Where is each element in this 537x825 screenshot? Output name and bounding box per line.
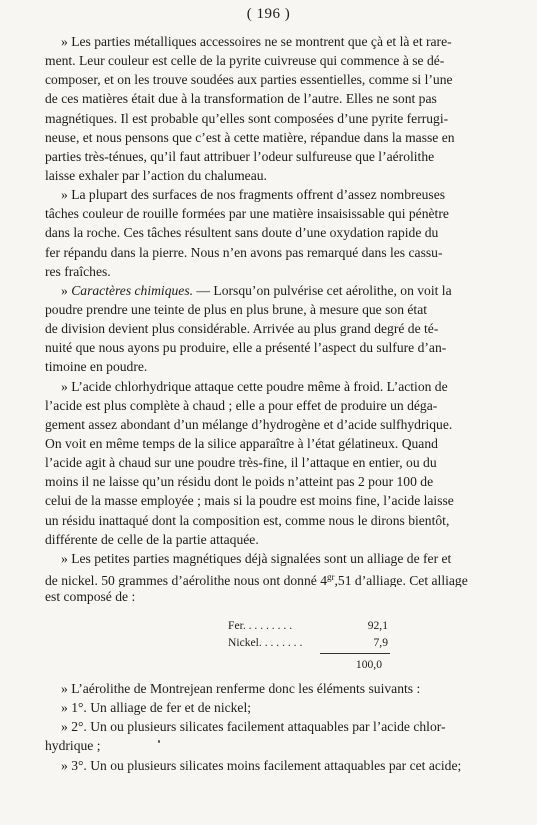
text-line: l’acide agit à chaud sur une poudre très-fine, il l’attaque en entier, ou du	[45, 455, 437, 471]
body-text-lower	[45, 679, 537, 775]
grams-abbrev: gr	[327, 571, 335, 582]
text-line: timoine en poudre.	[45, 359, 148, 375]
alloy-row-nickel	[228, 634, 390, 651]
alloy-value: 7,9	[373, 636, 388, 649]
text-line: gement assez abondant d’un mélange d’hydrogène et d’acide sulfhydrique.	[45, 416, 453, 432]
alloy-row-iron	[228, 617, 390, 634]
text-line: On voit en même temps de la silice apparaître à l’état gélatineux. Quand	[45, 435, 438, 451]
text-line: fer répandu dans la pierre. Nous n’en avons pas remarqué dans les cassu-	[45, 244, 443, 260]
text-line: nuité que nous ayons pu produire, elle a présenté l’aspect du sulfure d’an-	[45, 340, 447, 356]
text-line: ment. Leur couleur est celle de la pyrite cuivreuse qui commence à se dé-	[45, 53, 445, 69]
chem-rest: — Lorsqu’on pulvérise cet aérolithe, on voit la	[193, 282, 452, 298]
text-line: hydrique ;	[45, 738, 101, 754]
alloy-total: 100,0	[355, 658, 382, 671]
text-line: neuse, et nous pensons que c’est à cette matière, répandue dans la masse en	[45, 129, 455, 145]
body-text-upper	[45, 32, 537, 606]
text-line: » L’aérolithe de Montrejean renferme donc les éléments suivants :	[61, 681, 421, 696]
text-line: un résidu inattaqué dont la composition est, comme nous le dirons bientôt,	[45, 512, 450, 528]
text-line: » Les parties métalliques accessoires ne se montrent que çà et là et rare-	[61, 34, 452, 49]
alloy-label: Nickel. . . . . . . .	[228, 636, 303, 649]
text-line: est composé de :	[45, 589, 136, 605]
text-line: de division devient plus considérable. Arrivée au plus grand degré de té-	[45, 321, 439, 337]
chem-heading: Caractères chimiques.	[71, 282, 194, 298]
ink-speck	[158, 740, 160, 743]
text-line: différente de celle de la partie attaquée.	[45, 531, 259, 547]
text-line: magnétiques. Il est probable qu’elles sont composées d’une pyrite ferrugi-	[45, 110, 449, 126]
nickel-yield-line	[45, 568, 537, 587]
alloy-label: Fer. . . . . . . . .	[228, 619, 293, 632]
text-line: de ces matières était due à la transformation de l’autre. Elles ne sont pas	[45, 91, 437, 107]
text-line: res fraîches.	[45, 263, 111, 279]
page-number: ( 196 )	[246, 6, 291, 22]
alloy-composition-table	[228, 617, 390, 673]
text-line: tâches couleur de rouille formées par une matière insaisissable qui pénètre	[45, 206, 449, 222]
text-line: celui de la masse employée ; mais si la poudre est moins fine, l’acide laisse	[45, 493, 454, 509]
nickel-line-a: de nickel. 50 grammes d’aérolithe nous ont donné 4	[45, 572, 327, 588]
chem-prefix: »	[61, 282, 72, 298]
text-line: » L’acide chlorhydrique attaque cette poudre même à froid. L’action de	[61, 378, 448, 394]
text-line: » 1°. Un alliage de fer et de nickel;	[61, 700, 252, 716]
text-line: dans la roche. Ces tâches résultent sans doute d’une oxydation rapide du	[45, 225, 439, 241]
alloy-value: 92,1	[367, 619, 388, 632]
text-line: l’acide est plus complète à chaud ; elle a pour effet de produire un déga-	[45, 397, 438, 413]
text-line: poudre prendre une teinte de plus en plus brune, à mesure que son état	[45, 301, 428, 317]
text-line: » 2°. Un ou plusieurs silicates facilement attaquables par l’acide chlor-	[61, 719, 446, 735]
nickel-line-b: ,51 d’alliage. Cet alliage	[334, 572, 468, 588]
text-line: » La plupart des surfaces de nos fragments offrent d’assez nombreuses	[61, 187, 446, 203]
text-line: » 3°. Un ou plusieurs silicates moins facilement attaquables par cet acide;	[61, 757, 462, 773]
text-line: parties très-ténues, qu’il faut attribuer l’odeur sulfureuse que l’aérolithe	[45, 148, 435, 164]
text-line: composer, et on les trouve soudées aux parties essentielles, comme si l’une	[45, 72, 453, 88]
text-line: laisse exhaler par l’action du chalumeau.	[45, 167, 267, 183]
text-line: » Les petites parties magnétiques déjà signalées sont un alliage de fer et	[61, 550, 452, 566]
chemical-characters-line	[45, 281, 537, 300]
text-line: moins il ne laisse qu’un résidu dont le poids n’atteint pas 2 pour 100 de	[45, 474, 434, 490]
